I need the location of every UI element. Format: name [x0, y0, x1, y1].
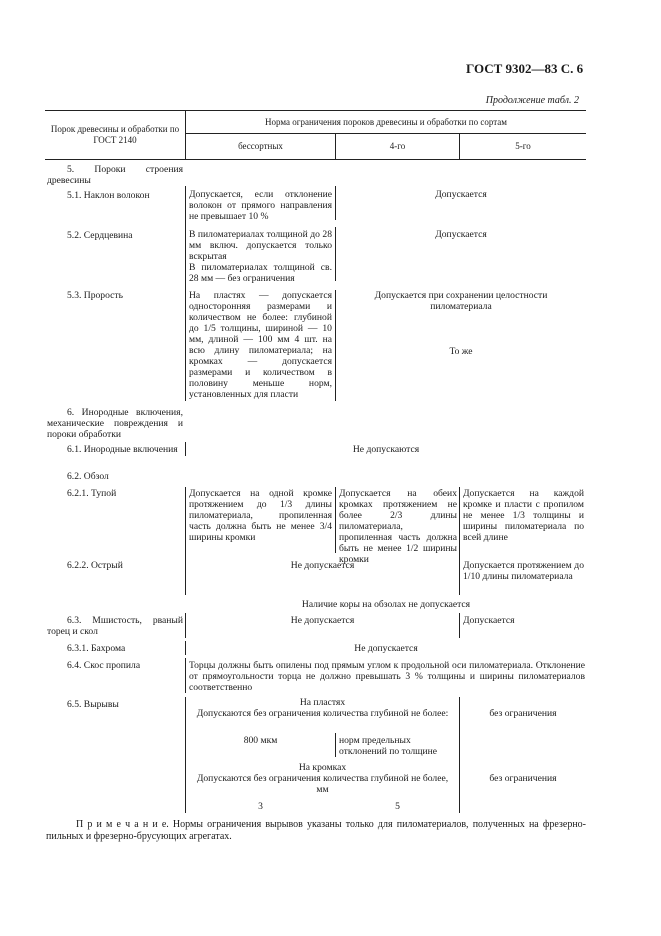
cell-grade-c: без ограничения [489, 773, 557, 784]
cell-grade-c: Допускается [463, 615, 515, 626]
cell-grade-bc: Допускается при сохранении целостности пиломатериала [374, 290, 548, 312]
fraction: 1/3 [279, 499, 293, 510]
fraction: 1/3 [512, 510, 525, 521]
header-mid-rule [185, 133, 586, 134]
cell-grade-a: Допускается, если отклонение волокон от прямого направления не превышает 10 % [189, 189, 332, 222]
cell-all: Наличие коры на обзолах не допускается [301, 599, 471, 610]
cell-all: Торцы должны быть опилены под прямым углом к продольной оси пиломатериала. Отклонение от прямоугольности торца не должно превышать 3 % толщины и ширины пиломатериалов соответственно [189, 660, 585, 693]
cell-subheading: На пластях [299, 697, 346, 708]
table-continuation: Продолжение табл. 2 [485, 95, 579, 106]
body-divider [459, 487, 460, 595]
table-note: П р и м е ч а н и е. Нормы ограничения вырывов указаны только для пиломатериалов, полученных на фрезерно-пильных и фрезерно-брусующих агрегатах. [46, 819, 586, 842]
body-divider [185, 186, 186, 401]
row-label: 5.2. Сердцевина [67, 230, 133, 241]
row-label: 6. Инородные включения, механические повреждения и пороки обработки [47, 407, 183, 440]
body-divider [185, 487, 186, 595]
cell-grade-b: 5 [395, 801, 400, 812]
header-norm: Норма ограничения пороков древесины и обработки по сортам [265, 117, 507, 127]
row-label: 5.3. Прорость [67, 290, 123, 301]
fraction: 2/3 [390, 510, 403, 521]
cell-grade-a: Допускается на одной кромке протяжением до 1/3 длины пиломатериала, пропиленная часть должна быть не менее 3/4 ширины кромки [189, 488, 332, 543]
page-number: ГОСТ 9302—83 С. 6 [466, 61, 584, 76]
cell-grade-bc: Допускается [435, 189, 487, 200]
row-label: 6.2.2. Острый [67, 560, 123, 571]
header-bottom-rule [45, 159, 586, 160]
cell-grade-b: Допускается на обеих кромках протяжением не более 2/3 длины пиломатериала, пропиленная часть должна быть не менее 1/2 ширины кромки [339, 488, 457, 565]
row-label: 6.3. Мшистость, рваный торец и скол [47, 615, 183, 637]
cell-grade-bc: То же [449, 346, 473, 357]
cell-grade-c: Допускается на каждой кромке и пласти с пропилом не менее 1/3 толщины и ширины пиломатериала по всей длине [463, 488, 584, 543]
table-top-rule [45, 110, 586, 111]
fraction: 3/4 [319, 521, 332, 532]
cell-grade-bc: Допускается [435, 229, 487, 240]
row-label: 6.1. Инородные включения [67, 444, 178, 455]
row-label: 6.5. Вырывы [67, 699, 119, 710]
cell-grade-ab: Допускаются без ограничения количества глубиной не более, мм [196, 773, 449, 795]
header-grade-a: бессортных [238, 141, 283, 151]
body-divider [335, 487, 336, 553]
row-label: 6.2. Обзол [67, 471, 109, 482]
row-label: 6.2.1. Тупой [67, 488, 117, 499]
cell-grade-ab: Не допускается [290, 615, 355, 626]
cell-grade-ab: Не допускается [290, 560, 355, 571]
fraction: 1/2 [406, 543, 419, 554]
body-divider [185, 658, 186, 693]
cell-grade-a: В пиломатериалах толщиной св. 28 мм — без ограничения [189, 262, 332, 284]
cell-subheading: На кромках [298, 762, 347, 773]
cell-all: Не допускаются [352, 444, 420, 455]
header-grade-b: 4-го [389, 141, 406, 151]
body-divider [185, 697, 186, 813]
row-label: 5.1. Наклон волокон [67, 190, 150, 201]
cell-grade-a: На пластях — допускается односторонняя размерами и количеством не более: глубиной до 1/5 толщины, шириной — 10 мм, длиной — 100 мм 4 шт. на всю длину пиломатериала; на кромках — допускается размерами и количеством в половину меньше норм, установленных для пласти [189, 290, 332, 400]
cell-grade-b: норм предельных отклонений по толщине [339, 735, 438, 757]
cell-grade-ab: Допускаются без ограничения количества глубиной не более: [196, 708, 449, 719]
cell-grade-a: 3 [258, 801, 263, 812]
cell-grade-a: 800 мкм [243, 735, 278, 746]
cell-grade-a: В пиломатериалах толщиной до 28 мм включ. допускается только вскрытая [189, 229, 332, 262]
fraction: 1/10 [463, 571, 481, 582]
cell-grade-c: без ограничения [489, 708, 557, 719]
body-divider [459, 613, 460, 638]
header-grade-c: 5-го [515, 141, 531, 151]
cell-all: Не допускается [354, 643, 418, 654]
row-label: 5. Пороки строения древесины [47, 164, 183, 186]
row-label: 6.4. Скос пропила [67, 660, 141, 671]
fraction: 1/5 [203, 323, 216, 334]
row-label: 6.3.1. Бахрома [67, 643, 126, 654]
header-defect: Порок древесины и обработки по ГОСТ 2140 [50, 124, 180, 145]
body-divider [335, 733, 336, 757]
cell-grade-c: Допускается протяжением до 1/10 длины пиломатериала [463, 560, 584, 582]
